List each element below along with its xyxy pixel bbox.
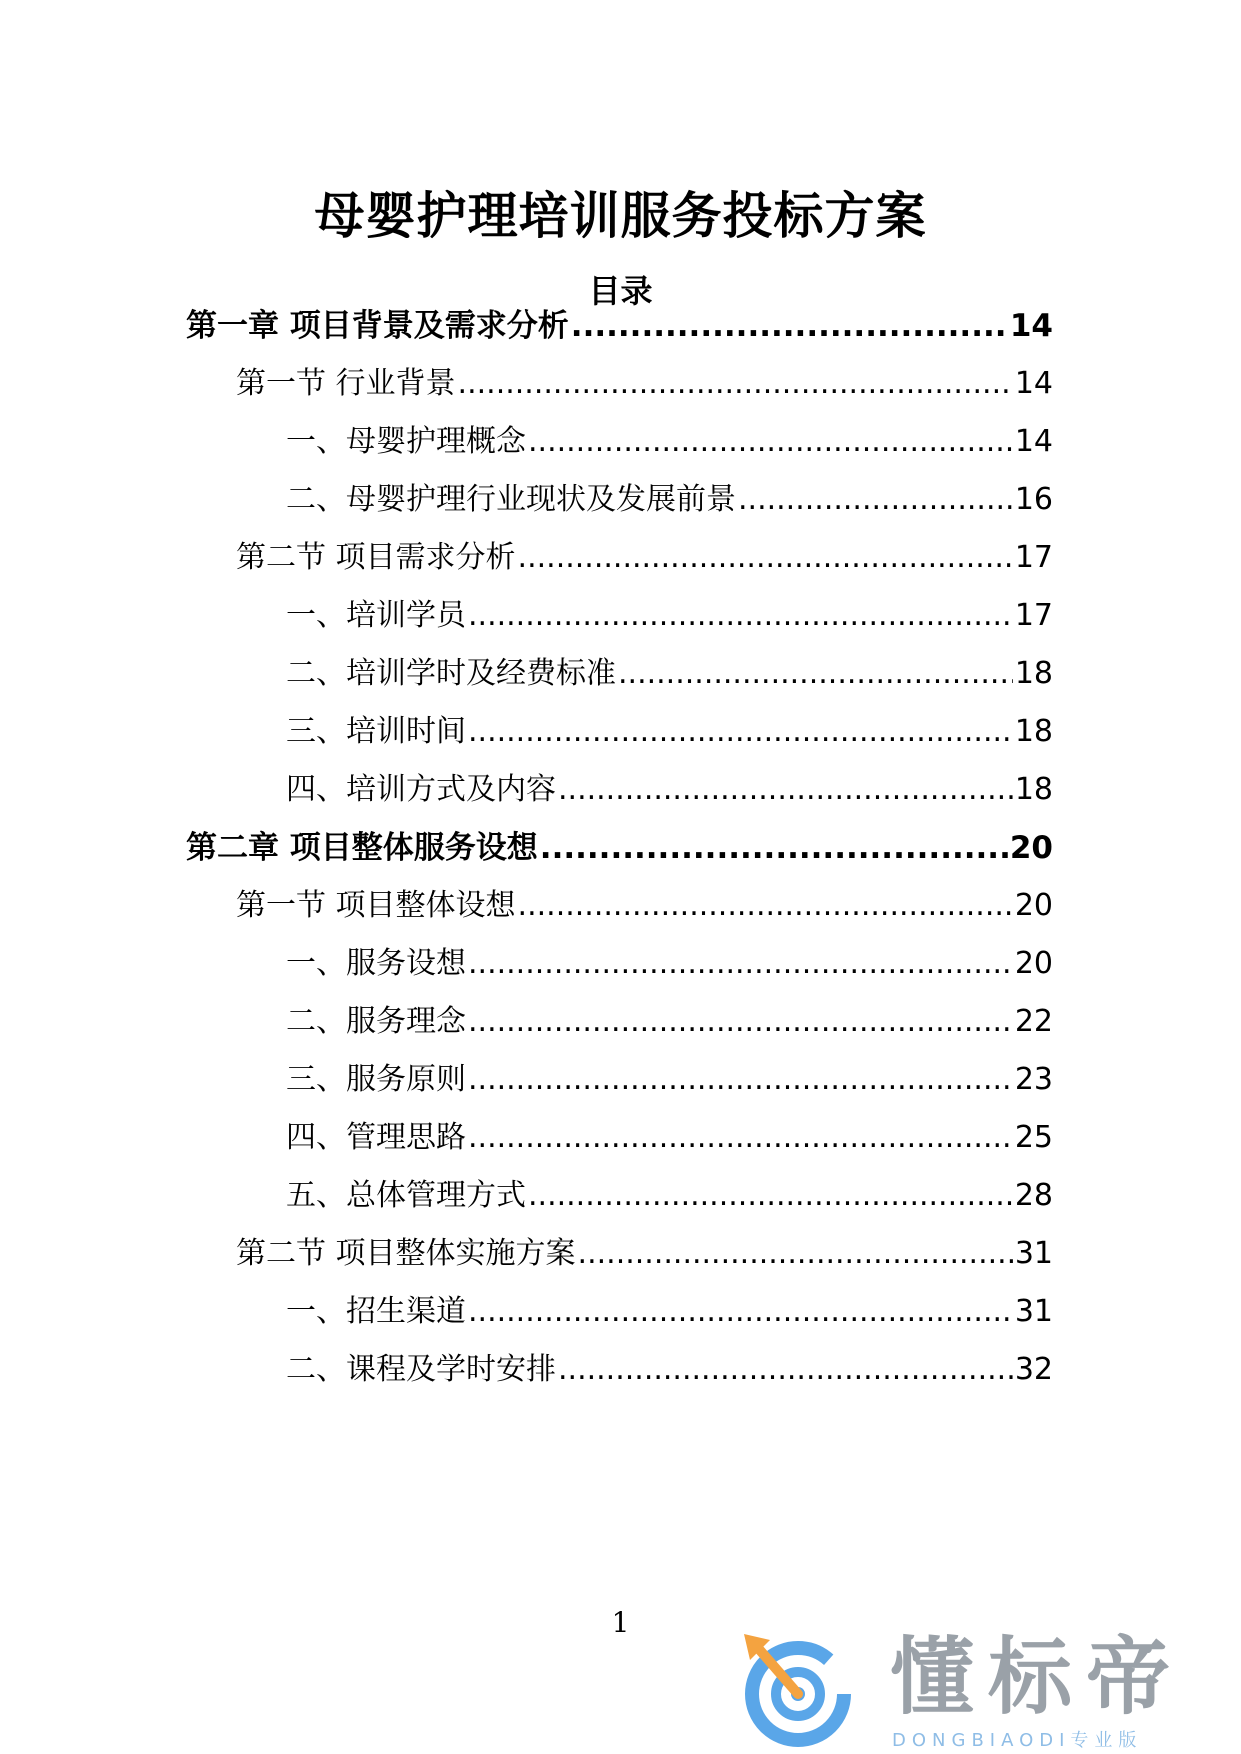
toc-entry-page: 17 bbox=[1014, 540, 1053, 575]
watermark bbox=[740, 1628, 1220, 1751]
toc-entry[interactable] bbox=[286, 416, 1053, 460]
toc-entry[interactable] bbox=[286, 1344, 1053, 1388]
document-title: 母婴护理培训服务投标方案 bbox=[314, 187, 927, 245]
toc-entry[interactable] bbox=[286, 590, 1053, 634]
toc-entry-page: 14 bbox=[1014, 424, 1053, 459]
toc-entry-page: 20 bbox=[1009, 830, 1053, 866]
toc-entry-page: 31 bbox=[1014, 1294, 1053, 1329]
toc-entry-page: 23 bbox=[1014, 1062, 1053, 1097]
page-number: 1 bbox=[611, 1606, 630, 1639]
toc-entry-label: 第二节 项目需求分析 bbox=[236, 540, 516, 575]
toc-entry[interactable] bbox=[286, 1286, 1053, 1330]
toc-entry[interactable] bbox=[286, 996, 1053, 1040]
toc-dot-leader bbox=[468, 1120, 1013, 1155]
toc-entry[interactable] bbox=[186, 822, 1053, 866]
toc-dot-leader bbox=[738, 482, 1013, 517]
toc-entry-page: 16 bbox=[1014, 482, 1053, 517]
toc-entry[interactable] bbox=[286, 1170, 1053, 1214]
toc-entry-label: 三、培训时间 bbox=[286, 714, 466, 749]
toc-entry-page: 22 bbox=[1014, 1004, 1053, 1039]
toc-entry[interactable] bbox=[186, 300, 1053, 344]
toc-entry[interactable] bbox=[236, 880, 1053, 924]
toc-entry-label: 第二章 项目整体服务设想 bbox=[186, 830, 538, 866]
toc-entry-label: 二、培训学时及经费标准 bbox=[286, 656, 616, 691]
toc-dot-leader bbox=[528, 424, 1013, 459]
toc-dot-leader bbox=[528, 1178, 1013, 1213]
toc-dot-leader bbox=[558, 772, 1013, 807]
toc-entry[interactable] bbox=[286, 648, 1053, 692]
toc-dot-leader bbox=[468, 598, 1013, 633]
toc-entry-page: 17 bbox=[1014, 598, 1053, 633]
toc-entry[interactable] bbox=[286, 706, 1053, 750]
toc-dot-leader bbox=[468, 1294, 1013, 1329]
toc-entry[interactable] bbox=[286, 764, 1053, 808]
toc-entry-label: 一、母婴护理概念 bbox=[286, 424, 526, 459]
toc-entry-label: 二、服务理念 bbox=[286, 1004, 466, 1039]
toc-dot-leader bbox=[571, 308, 1008, 344]
toc-dot-leader bbox=[558, 1352, 1013, 1387]
toc-entry-page: 32 bbox=[1014, 1352, 1053, 1387]
toc-entry[interactable] bbox=[286, 474, 1053, 518]
toc-dot-leader bbox=[458, 366, 1013, 401]
toc-entry-label: 第二节 项目整体实施方案 bbox=[236, 1236, 576, 1271]
toc-entry-label: 一、服务设想 bbox=[286, 946, 466, 981]
toc-entry[interactable] bbox=[286, 938, 1053, 982]
toc-dot-leader bbox=[578, 1236, 1013, 1271]
toc-dot-leader bbox=[468, 1004, 1013, 1039]
toc-entry-label: 四、培训方式及内容 bbox=[286, 772, 556, 807]
target-arrow-icon bbox=[740, 1630, 860, 1748]
toc-dot-leader bbox=[468, 714, 1013, 749]
toc-entry-page: 31 bbox=[1014, 1236, 1053, 1271]
toc-dot-leader bbox=[540, 830, 1008, 866]
toc-entry-label: 第一节 项目整体设想 bbox=[236, 888, 516, 923]
toc-dot-leader bbox=[618, 656, 1013, 691]
toc-entry-label: 一、招生渠道 bbox=[286, 1294, 466, 1329]
toc-entry-label: 二、母婴护理行业现状及发展前景 bbox=[286, 482, 736, 517]
toc-entry-label: 四、管理思路 bbox=[286, 1120, 466, 1155]
watermark-brand: 懂标帝 bbox=[890, 1628, 1185, 1726]
toc-entry[interactable] bbox=[236, 1228, 1053, 1272]
toc-entry-label: 五、总体管理方式 bbox=[286, 1178, 526, 1213]
toc-entry-page: 20 bbox=[1014, 888, 1053, 923]
toc-entry[interactable] bbox=[236, 358, 1053, 402]
toc-dot-leader bbox=[468, 1062, 1013, 1097]
toc-dot-leader bbox=[518, 540, 1013, 575]
toc-entry-page: 20 bbox=[1014, 946, 1053, 981]
toc-entry-page: 18 bbox=[1014, 656, 1053, 691]
toc-entry[interactable] bbox=[286, 1112, 1053, 1156]
toc-entry-label: 二、课程及学时安排 bbox=[286, 1352, 556, 1387]
toc-entry-label: 一、培训学员 bbox=[286, 598, 466, 633]
toc-entry-page: 14 bbox=[1009, 308, 1053, 344]
toc-dot-leader bbox=[518, 888, 1013, 923]
toc-entry[interactable] bbox=[286, 1054, 1053, 1098]
watermark-subtitle: DONGBIAODI专业版 bbox=[892, 1730, 1143, 1751]
toc-entry-page: 28 bbox=[1014, 1178, 1053, 1213]
toc-heading: 目录 bbox=[588, 272, 653, 310]
toc-entry-page: 14 bbox=[1014, 366, 1053, 401]
toc-entry[interactable] bbox=[236, 532, 1053, 576]
toc-entry-page: 18 bbox=[1014, 714, 1053, 749]
toc-entry-page: 25 bbox=[1014, 1120, 1053, 1155]
toc-entry-page: 18 bbox=[1014, 772, 1053, 807]
toc-entry-label: 第一节 行业背景 bbox=[236, 366, 456, 401]
toc-entry-label: 三、服务原则 bbox=[286, 1062, 466, 1097]
toc-entry-label: 第一章 项目背景及需求分析 bbox=[186, 308, 569, 344]
toc-dot-leader bbox=[468, 946, 1013, 981]
